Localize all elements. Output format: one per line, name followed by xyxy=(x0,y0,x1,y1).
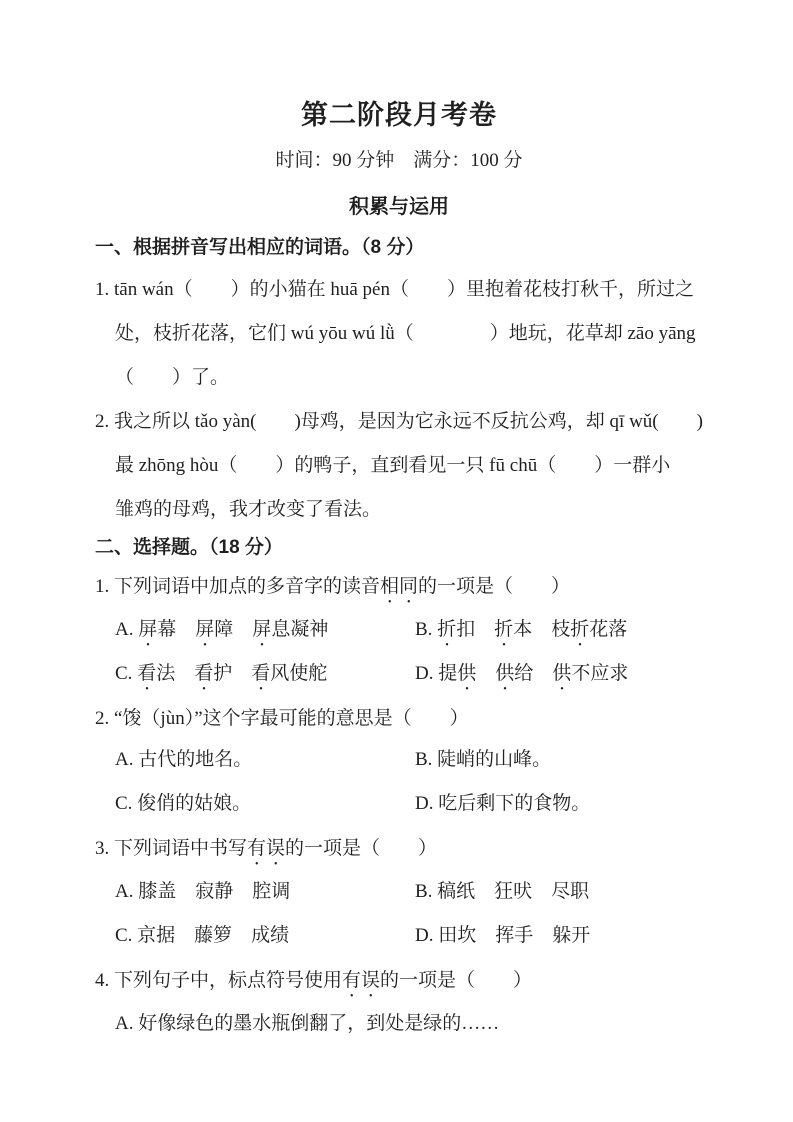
emphasis-dotted-text: 折 xyxy=(570,619,590,640)
emphasis-dotted-text: 供 xyxy=(457,663,477,684)
option-row xyxy=(95,608,703,652)
pinyin-item-line: 最 zhōng hòu（ ）的鸭子，直到看见一只 fū chū（ ）一群小 xyxy=(115,455,671,476)
option: C. 看法 看护 看风使舵 xyxy=(115,663,328,684)
emphasis-dotted-text: 相同 xyxy=(380,576,419,597)
option: C. 俊俏的姑娘。 xyxy=(115,793,252,814)
option: C. 京据 藤箩 成绩 xyxy=(115,925,290,946)
pinyin-item-line: 2. 我之所以 tǎo yàn( )母鸡，是因为它永远不反抗公鸡，却 qī wǔ( ) xyxy=(95,411,703,432)
part-title: 积累与运用 xyxy=(349,196,449,218)
emphasis-dotted-text: 看 xyxy=(251,663,271,684)
option: D. 田坎 挥手 躲开 xyxy=(415,925,591,946)
emphasis-dotted-text: 折 xyxy=(494,619,514,640)
option: A. 膝盖 寂静 腔调 xyxy=(115,881,291,902)
emphasis-dotted-text: 有误 xyxy=(247,838,286,859)
pinyin-item-line: （ ）了。 xyxy=(115,367,230,388)
pinyin-item-line: 处，枝折花落，它们 wú yōu wú lǜ（ ）地玩，花草却 zāo yāng xyxy=(115,323,696,344)
pinyin-item-line: 雏鸡的母鸡，我才改变了看法。 xyxy=(115,499,382,520)
emphasis-dotted-text: 供 xyxy=(495,663,515,684)
exam-meta: 时间：90 分钟 满分：100 分 xyxy=(275,150,523,171)
option: B. 折扣 折本 枝折花落 xyxy=(415,619,628,640)
choice-question-4 xyxy=(95,962,703,1046)
question-stem: 4. 下列句子中，标点符号使用有误的一项是（ ） xyxy=(95,970,533,991)
emphasis-dotted-text: 有误 xyxy=(342,970,381,991)
emphasis-dotted-text: 屏 xyxy=(252,619,272,640)
emphasis-dotted-text: 看 xyxy=(194,663,214,684)
pinyin-item-2 xyxy=(95,400,703,532)
option xyxy=(415,1002,703,1046)
option-row xyxy=(95,870,703,914)
option: D. 提供 供给 供不应求 xyxy=(415,663,629,684)
page-title: 第二阶段月考卷 xyxy=(301,100,497,130)
option-row xyxy=(95,738,703,782)
question-stem: 3. 下列词语中书写有误的一项是（ ） xyxy=(95,838,438,859)
option: A. 屏幕 屏障 屏息凝神 xyxy=(115,619,329,640)
emphasis-dotted-text: 折 xyxy=(437,619,457,640)
option-row xyxy=(95,914,703,958)
pinyin-item-line: 1. tān wán（ ）的小猫在 huā pén（ ）里抱着花枝打秋千，所过之 xyxy=(95,279,694,300)
section-two-heading: 二、选择题。（18 分） xyxy=(95,537,283,558)
option: A. 古代的地名。 xyxy=(115,749,253,770)
emphasis-dotted-text: 供 xyxy=(552,663,572,684)
option: B. 陡峭的山峰。 xyxy=(415,749,552,770)
option-row xyxy=(95,652,703,696)
emphasis-dotted-text: 屏 xyxy=(138,619,158,640)
option-row xyxy=(95,782,703,826)
emphasis-dotted-text: 屏 xyxy=(195,619,215,640)
option-row xyxy=(95,1002,703,1046)
option: A. 好像绿色的墨水瓶倒翻了，到处是绿的…… xyxy=(115,1013,500,1034)
pinyin-item-1 xyxy=(95,268,703,400)
question-stem: 2. “馂（jùn）”这个字最可能的意思是（ ） xyxy=(95,708,469,729)
question-stem: 1. 下列词语中加点的多音字的读音相同的一项是（ ） xyxy=(95,576,571,597)
choice-question-1 xyxy=(95,568,703,696)
section-one-heading: 一、根据拼音写出相应的词语。（8 分） xyxy=(95,237,425,258)
emphasis-dotted-text: 看 xyxy=(137,663,157,684)
option: D. 吃后剩下的食物。 xyxy=(415,793,591,814)
choice-question-3 xyxy=(95,830,703,958)
option: B. 稿纸 狂吠 尽职 xyxy=(415,881,590,902)
choice-question-2 xyxy=(95,700,703,826)
